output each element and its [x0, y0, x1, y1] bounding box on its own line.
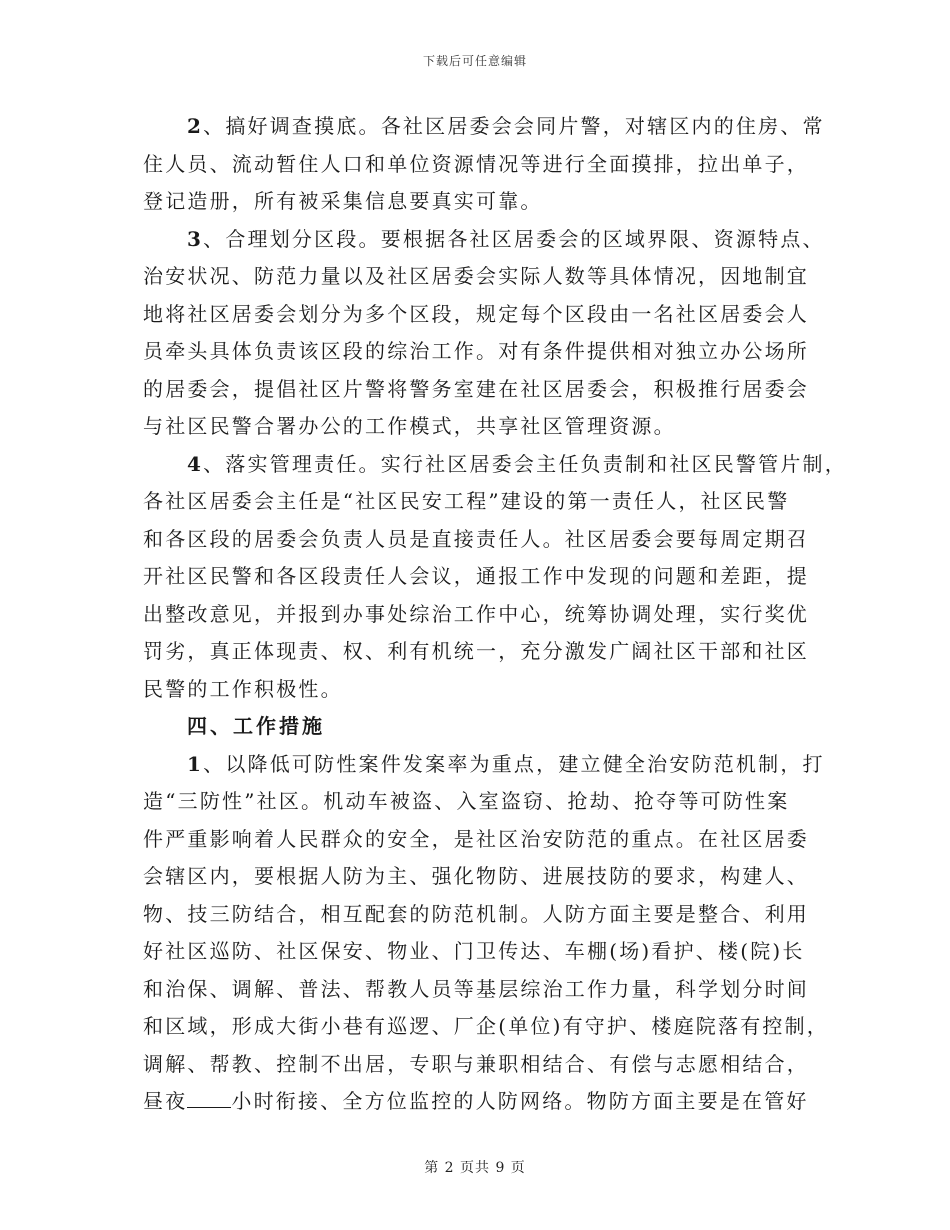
line-text: 各社区居委会主任是“社区民安工程”建设的第一责任人，社区民警: [143, 489, 790, 513]
item-number: 2: [187, 114, 204, 138]
paragraph-line: [143, 933, 823, 971]
paragraph-line: [143, 408, 823, 446]
line-text: 和治保、调解、普法、帮教人员等基层综治工作力量，科学划分时间: [143, 976, 809, 1001]
line-text: 件严重影响着人民群众的安全，是社区治安防范的重点。在社区居委: [143, 826, 809, 851]
paragraph-line: [143, 971, 823, 1009]
line-text: 和各区段的居委会负责人员是直接责任人。社区居委会要每周定期召: [143, 526, 809, 551]
paragraph-line: [143, 1008, 830, 1046]
paragraph-line: [143, 821, 823, 859]
paragraph-line: [143, 1046, 823, 1084]
line-text: 、合理划分区段。要根据各社区居委会的区域界限、资源特点、: [203, 226, 825, 251]
paragraph-line: [143, 146, 823, 184]
line-text: 与社区民警合署办公的工作模式，共享社区管理资源。: [143, 414, 676, 438]
line-text: 昼夜: [143, 1089, 188, 1113]
paragraph-line: [143, 633, 823, 671]
line-text: 调解、帮教、控制不出居，专职与兼职相结合、有偿与志愿相结合，: [143, 1051, 809, 1076]
section-heading: 四、工作措施: [187, 714, 325, 738]
paragraph-line: [143, 483, 823, 521]
paragraph-line: [143, 558, 823, 596]
fill-in-blank: [187, 1085, 231, 1108]
paragraph-line: [143, 446, 847, 484]
line-text: 小时衔接、全方位监控的人防网络。物防方面主要是在管好: [231, 1089, 809, 1113]
item-number: 1: [187, 751, 204, 776]
line-text: 民警的工作积极性。: [143, 676, 343, 701]
paragraph-line: [143, 371, 823, 409]
paragraph-line: [143, 296, 823, 334]
document-body: [143, 108, 847, 1121]
line-text: 出整改意见，并报到办事处综治工作中心，统筹协调处理，实行奖优: [143, 601, 809, 626]
line-text: 开社区民警和各区段责任人会议，通报工作中发现的问题和差距，提: [143, 564, 809, 588]
line-text: 、以降低可防性案件发案率为重点，建立健全治安防范机制，打: [203, 751, 825, 776]
item-number: 3: [187, 226, 204, 251]
line-text: 员牵头具体负责该区段的综治工作。对有条件提供相对独立办公场所: [143, 339, 809, 363]
line-text: 和区域，形成大街小巷有巡逻、厂企(单位)有守护、楼庭院落有控制，: [143, 1014, 830, 1038]
page-header: 下载后可任意编辑: [422, 54, 527, 68]
line-text: 地将社区居委会划分为多个区段，规定每个区段由一名社区居委会人: [143, 301, 809, 326]
line-text: 会辖区内，要根据人防为主、强化物防、进展技防的要求，构建人、: [143, 864, 809, 888]
line-text: 好社区巡防、社区保安、物业、门卫传达、车棚(场)看护、楼(院)长: [143, 939, 805, 963]
line-text: 的居委会，提倡社区片警将警务室建在社区居委会，积极推行居委会: [143, 376, 809, 401]
line-text: 住人员、流动暂住人口和单位资源情况等进行全面摸排，拉出单子，: [143, 151, 809, 176]
item-number: 4: [187, 451, 204, 476]
paragraph-line: [143, 858, 823, 896]
line-text: 登记造册，所有被采集信息要真实可靠。: [143, 189, 543, 213]
line-text: 、落实管理责任。实行社区居委会主任负责制和社区民警管片制，: [203, 451, 847, 476]
line-text: 物、技三防结合，相互配套的防范机制。人防方面主要是整合、利用: [143, 901, 809, 926]
paragraph-line: [143, 521, 823, 559]
paragraph-line: [143, 333, 823, 371]
paragraph-line: [143, 1083, 823, 1121]
paragraph-line: [143, 258, 823, 296]
paragraph-line: [143, 183, 823, 221]
paragraph-line: [143, 108, 823, 146]
paragraph-line: [143, 746, 823, 784]
paragraph-line: [143, 783, 823, 821]
paragraph-line: [143, 896, 823, 934]
line-text: 治安状况、防范力量以及社区居委会实际人数等具体情况，因地制宜: [143, 264, 809, 288]
paragraph-line: [143, 596, 823, 634]
paragraph-line: [143, 221, 823, 259]
line-text: 罚劣，真正体现责、权、利有机统一，充分激发广阔社区干部和社区: [143, 639, 809, 663]
line-text: 造“三防性”社区。机动车被盗、入室盗窃、抢劫、抢夺等可防性案: [143, 789, 790, 813]
paragraph-line: [143, 671, 823, 709]
line-text: 、搞好调查摸底。各社区居委会会同片警，对辖区内的住房、常: [203, 114, 825, 138]
page-footer: 第 2 页共 9 页: [424, 1160, 526, 1176]
